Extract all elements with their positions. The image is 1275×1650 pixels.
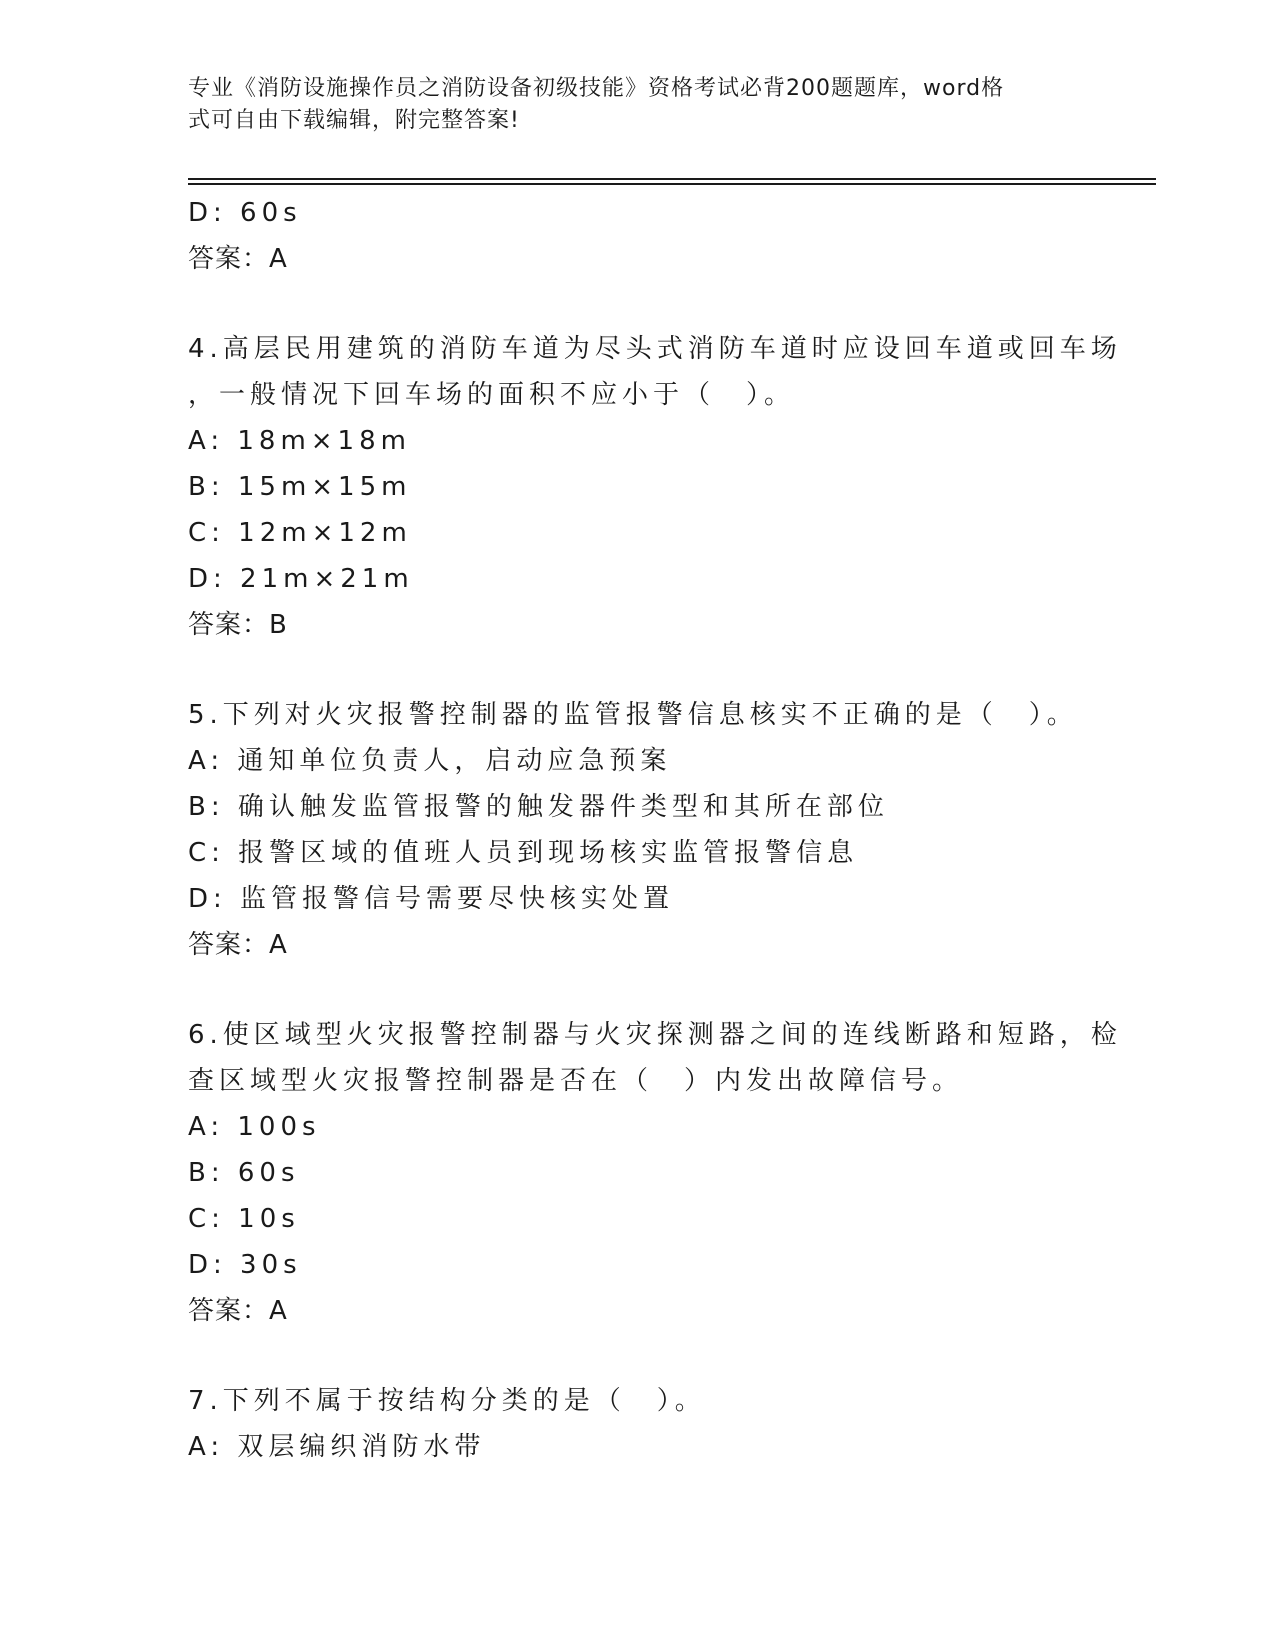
option-b: B: 60s bbox=[188, 1158, 300, 1188]
question-5 bbox=[188, 692, 1088, 968]
answer-line: 答案：A bbox=[188, 1296, 288, 1326]
question-6 bbox=[188, 1012, 1122, 1334]
option-c: C: 10s bbox=[188, 1204, 300, 1234]
option-d: D: 60s bbox=[188, 198, 302, 228]
question-stem: 4.高层民用建筑的消防车道为尽头式消防车道时应设回车道或回车场 bbox=[188, 334, 1122, 364]
question-content bbox=[188, 190, 1122, 1470]
question-7 bbox=[188, 1378, 1088, 1470]
option-a: A: 通知单位负责人，启动应急预案 bbox=[188, 746, 672, 776]
header-divider-bottom bbox=[188, 183, 1156, 185]
option-b: B: 15m×15m bbox=[188, 472, 412, 502]
header-line-1: 专业《消防设施操作员之消防设备初级技能》资格考试必背200题题库，word格 bbox=[188, 76, 1005, 101]
question-stem: ，一般情况下回车场的面积不应小于（ ）。 bbox=[188, 380, 796, 410]
option-d: D: 21m×21m bbox=[188, 564, 414, 594]
header-divider-top bbox=[188, 178, 1156, 180]
header-line-2: 式可自由下载编辑，附完整答案! bbox=[188, 108, 520, 133]
question-stem: 查区域型火灾报警控制器是否在（ ）内发出故障信号。 bbox=[188, 1066, 964, 1096]
document-header bbox=[188, 73, 1068, 137]
question-4 bbox=[188, 326, 1122, 648]
option-d: D: 30s bbox=[188, 1250, 302, 1280]
question-stem: 6.使区域型火灾报警控制器与火灾探测器之间的连线断路和短路，检 bbox=[188, 1020, 1122, 1050]
answer-line: 答案：A bbox=[188, 244, 288, 274]
question-stem: 5.下列对火灾报警控制器的监管报警信息核实不正确的是（ ）。 bbox=[188, 700, 1078, 730]
option-b: B: 确认触发监管报警的触发器件类型和其所在部位 bbox=[188, 792, 889, 822]
option-a: A: 100s bbox=[188, 1112, 321, 1142]
option-a: A: 双层编织消防水带 bbox=[188, 1432, 486, 1462]
answer-line: 答案：B bbox=[188, 610, 288, 640]
option-a: A: 18m×18m bbox=[188, 426, 411, 456]
option-c: C: 报警区域的值班人员到现场核实监管报警信息 bbox=[188, 838, 859, 868]
answer-line: 答案：A bbox=[188, 930, 288, 960]
option-c: C: 12m×12m bbox=[188, 518, 412, 548]
question-stem: 7.下列不属于按结构分类的是（ ）。 bbox=[188, 1386, 706, 1416]
option-d: D: 监管报警信号需要尽快核实处置 bbox=[188, 884, 675, 914]
